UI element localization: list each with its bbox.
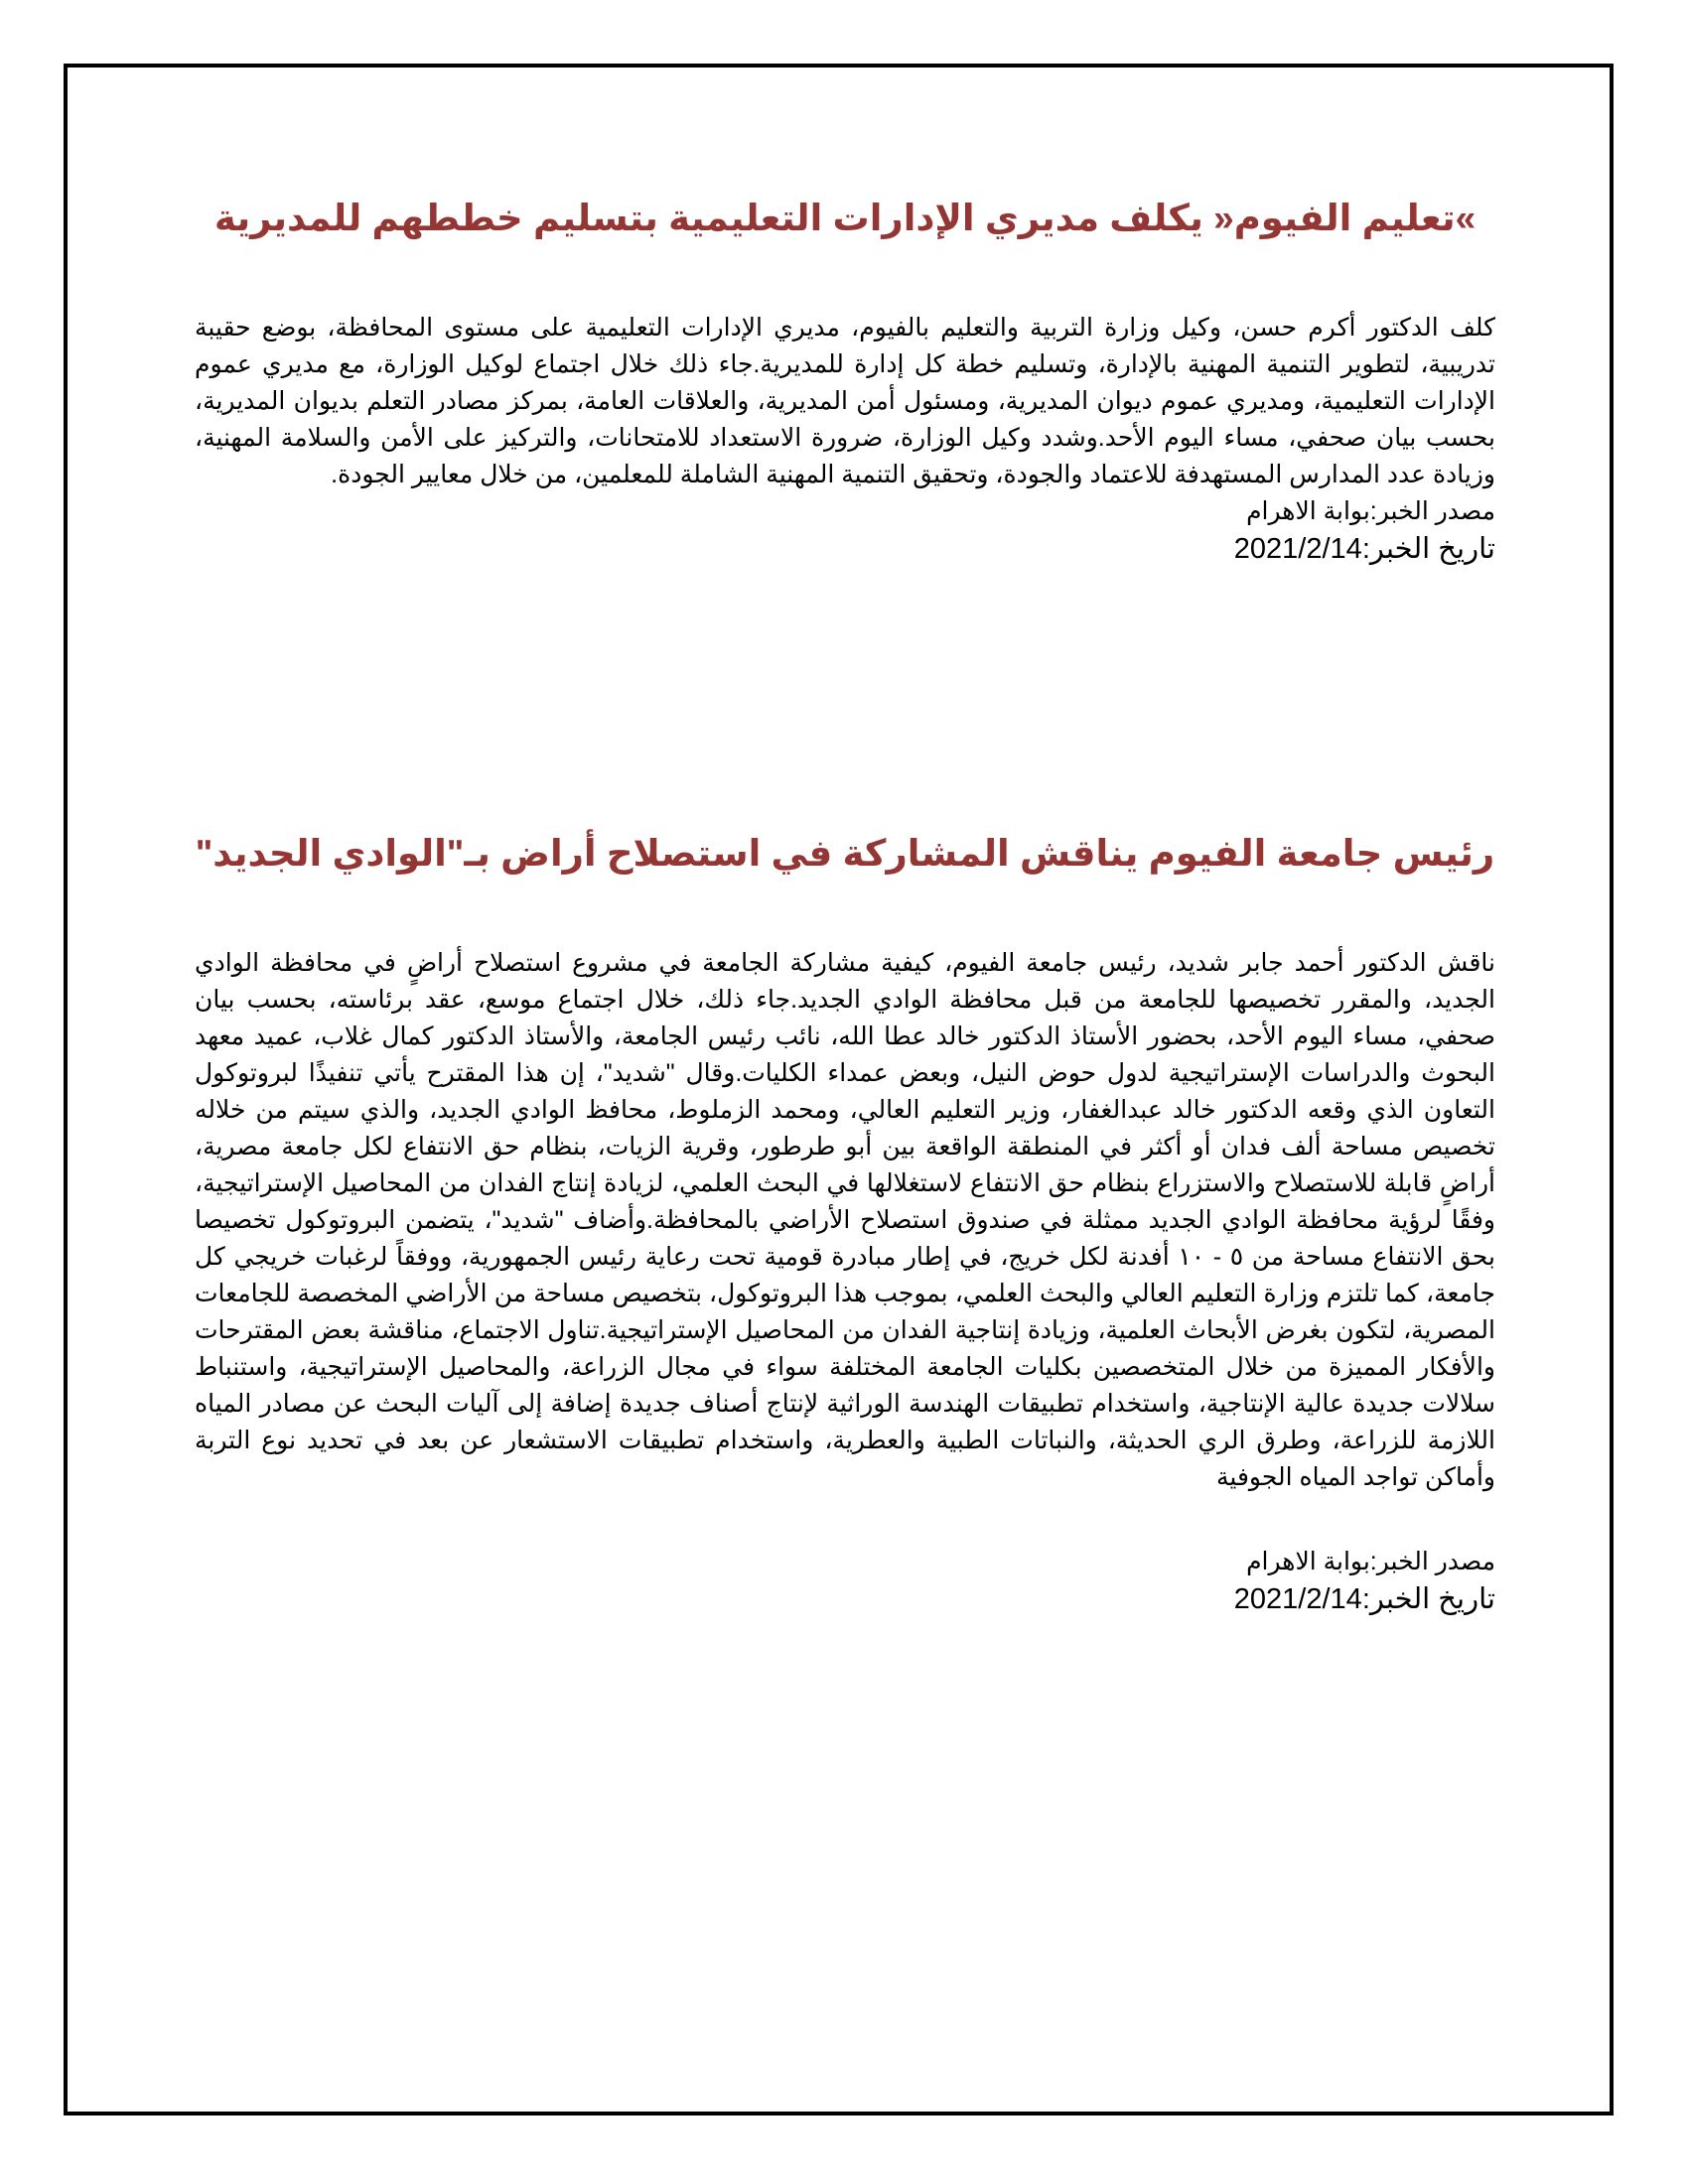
news-article-2 <box>195 824 1495 1618</box>
article-2-source: مصدر الخبر:بوابة الاهرام <box>1246 1548 1495 1575</box>
article-2-body: ناقش الدكتور أحمد جابر شديد، رئيس جامعة الفيوم، كيفية مشاركة الجامعة في مشروع استصلاح أراضٍ في محافظة الوادي الجديد، والمقرر تخصيصها للجامعة من قبل محافظة الوادي الجديد.جاء ذلك، خلال اجتماع موسع، عقد برئاسته، بحسب بيان صحفي، مساء اليوم الأحد، بحضور الأستاذ الدكتور خالد عطا الله، نائب رئيس الجامعة، والأستاذ الدكتور كمال غلاب، عميد معهد البحوث والدراسات الإستراتيجية لدول حوض النيل، وبعض عمداء الكليات.وقال "شديد"، إن هذا المقترح يأتي تنفيذًا لبروتوكول التعاون الذي وقعه الدكتور خالد عبدالغفار، وزير التعليم العالي، ومحمد الزملوط، محافظ الوادي الجديد، والذي سيتم من خلاله تخصيص مساحة ألف فدان أو أكثر في المنطقة الواقعة بين أبو طرطور، وقرية الزيات، بنظام حق الانتفاع لكل جامعة مصرية، أراضٍ قابلة للاستصلاح والاستزراع بنظام حق الانتفاع لاستغلالها في البحث العلمي، لزيادة إنتاج الفدان من المحاصيل الإستراتيجية، وفقًا لرؤية محافظة الوادي الجديد ممثلة في صندوق استصلاح الأراضي بالمحافظة.وأضاف "شديد"، يتضمن البروتوكول تخصيصا بحق الانتفاع مساحة من ٥ - ١٠ أفدنة لكل خريج، في إطار مبادرة قومية تحت رعاية رئيس الجمهورية، ووفقاً لرغبات خريجي كل جامعة، كما تلتزم وزارة التعليم العالي والبحث العلمي، بموجب هذا البروتوكول، بتخصيص مساحة من الأراضي المخصصة للجامعات المصرية، لتكون بغرض الأبحاث العلمية، وزيادة إنتاجية الفدان من المحاصيل الإستراتيجية.تناول الاجتماع، مناقشة بعض المقترحات والأفكار المميزة من خلال المتخصصين بكليات الجامعة المختلفة سواء في مجال الزراعة، والمحاصيل الإستراتيجية، واستنباط سلالات جديدة عالية الإنتاجية، واستخدام تطبيقات الهندسة الوراثية لإنتاج أصناف جديدة إضافة إلى آليات البحث عن مصادر المياه اللازمة للزراعة، وطرق الري الحديثة، والنباتات الطبية والعطرية، واستخدام تطبيقات الاستشعار عن بعد في تحديد نوع التربة وأماكن تواجد المياه الجوفية <box>195 949 1495 1491</box>
article-1-headline: »تعليم الفيوم« يكلف مديري الإدارات التعليمية بتسليم خططهم للمديرية <box>213 198 1477 238</box>
article-1-date: تاريخ الخبر:2021/2/14 <box>1233 533 1495 565</box>
article-1-source: مصدر الخبر:بوابة الاهرام <box>1246 497 1495 525</box>
article-1-body: كلف الدكتور أكرم حسن، وكيل وزارة التربية والتعليم بالفيوم، مديري الإدارات التعليمية على مستوى المحافظة، بوضع حقيبة تدريبية، لتطوير التنمية المهنية بالإدارة، وتسليم خطة كل إدارة للمديرية.جاء ذلك خلال اجتماع لوكيل الوزارة، مع مديري عموم الإدارات التعليمية، ومديري عموم ديوان المديرية، ومسئول أمن المديرية، والعلاقات العامة، بمركز مصادر التعلم بديوان المديرية، بحسب بيان صحفي، مساء اليوم الأحد.وشدد وكيل الوزارة، ضرورة الاستعداد للامتحانات، والتركيز على الأمن والسلامة المهنية، وزيادة عدد المدارس المستهدفة للاعتماد والجودة، وتحقيق التنمية المهنية الشاملة للمعلمين، من خلال معايير الجودة. <box>195 314 1495 488</box>
news-article-1 <box>195 189 1495 568</box>
article-2-headline: رئيس جامعة الفيوم يناقش المشاركة في استصلاح أراض بـ"الوادي الجديد" <box>195 833 1495 874</box>
article-2-spacer <box>195 1496 1495 1544</box>
article-2-date: تاريخ الخبر:2021/2/14 <box>1233 1583 1495 1615</box>
